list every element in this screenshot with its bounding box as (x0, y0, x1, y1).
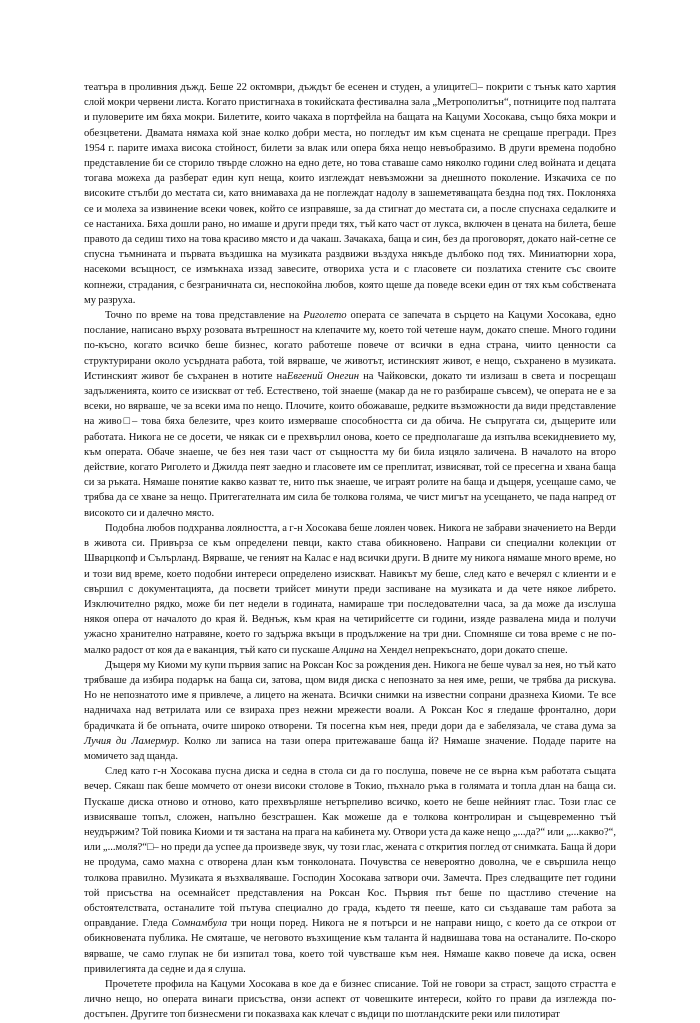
paragraph-text: . Колко ли записа на тази опера притежаваше баща й? Нямаше значение. Подаде парите на момичето зад щанда. (84, 735, 616, 762)
italic-title-text: Евгений Онегин (286, 370, 360, 382)
body-paragraph (84, 764, 616, 977)
paragraph-text: Подобна любов подхранва лоялността, а г-н Хосокава беше лоялен човек. Никога не забрави значението на Верди в живота си. Привърза се към определени певци, както става обикновено. Направи си специални колекции от Шварцкопф и Сълърланд. Вярваше, че геният на Калас е над всички други. В дните му никога нямаше много време, но и този вид време, което подобни интереси определено изискват. Навикът му беше, след като е вечерял с клиенти и е свършил с документацията, да посвети трийсет минути преди заспиване на музиката и да чете някое либрето. Изключително рядко, може би пет недели в годината, намираше три последователни часа, за да може да изслуша някоя опера от началото до края й. Веднъж, към края на четирийсетте си години, изяде развалена мида и получи ужасно хранително натравяне, което го задържа вкъщи в продължение на три дни. Спомняше си това време с не по-малко радост от коя да е ваканция, тъй като си пускаше (84, 522, 616, 656)
body-paragraph (84, 658, 616, 764)
document-page (84, 80, 616, 1023)
body-paragraph (84, 521, 616, 658)
paragraph-text: Точно по време на това представление на (105, 310, 304, 322)
paragraph-text: на Чайковски, докато ти излизаш в света и посрещаш задълженията, които се изискват от теб. Естествено, той знаеше (макар да не го разбираше съвсем), че операта не е за всеки, но вярваше, че за всеки има по нещо. Плочите, които обожаваше, редките възможности да види представление на живо□– това бяха белезите, чрез които измерваше способността си да обича. Не съпругата си, дъщерите или работата. Никога не се досети, че някак си е прехвърлил онова, което се предполагаше да изпълва всекидневието му, към операта. Обаче знаеше, че без нея тази част от същността му би била изцяло заличена. В началото на второ действие, когато Риголето и Джилда пеят заедно и гласовете им се преплитат, извисяват, той се пресегна и хвана баща си за ръката. Нямаше понятие какво казват те, нито пък знаеше, че играят ролите на баща и дъщеря, усещаше само, че трябва да се хване за нещо. Притегателната им сила бе толкова голяма, че чист мигът на усещането, че пада напред от високото си и далечно място. (84, 370, 616, 519)
paragraph-text: Прочетете профила на Кацуми Хосокава в кое да е бизнес списание. Той не говори за страст, защото страстта е лично нещо, но операта винаги присъства, онзи аспект от човешките интереси, който го прави да изглежда по-достъпен. Другите топ бизнесмени ги показваха как клечат с въдици по шотландските реки или пилотират (84, 978, 616, 1021)
italic-title-text: Алцина (332, 644, 365, 656)
paragraph-text: След като г-н Хосокава пусна диска и седна в стола си да го послуша, повече не се върна към работата същата вечер. Сякаш пак беше момчето от онези високи столове в Токио, пъхнало ръка в голямата и топла длан на баща си. Пускаше диска отново и отново, като прехвърляше нетърпеливо всичко, което не беше нейният глас. Този глас се извисяваше топъл, сложен, напълно безстрашен. Как можеше да е толкова контролиран и същевременно тъй неудържим? Той повика Киоми и тя застана на прага на кабинета му. Отвори уста да каже нещо „...да?“ или „...какво?“, или „...моля?“□– но преди да успее да произведе звук, чу този глас, жената с открития поглед от снимката. Баща й дори не продума, само махна с отворена длан към тонколоната. Почувства се невероятно доволна, че е свършила нещо толкова правилно. Музиката я възхваляваше. Господин Хосокава затвори очи. Замечта. През следващите пет години той присъства на осемнайсет представления на Роксан Кос. Първия път беше по щастливо стечение на обстоятелствата, останалите той пътува специално до града, където тя пееше, като си създаваше там работа за оправдание. Гледа (84, 766, 616, 930)
body-paragraph (84, 977, 616, 1023)
paragraph-text: операта се запечата в сърцето на Кацуми Хосокава, едно послание, написано върху розовата вътрешност на клепачите му, което той четеше наум, докато спеше. Много години по-късно, когато всичко беше бизнес, когато работеше повече от всички в една страна, чиито ценности са структурирани около усърдната работа, той вярваше, че животът, истинският живот, е нещо, съхранено в музиката. Истинският живот бе съхранен в нотите на (84, 310, 616, 382)
italic-title-text: Лучия ди Ламермур (84, 735, 177, 747)
italic-title-text: Риголето (303, 310, 347, 322)
paragraph-text: театъра в проливния дъжд. Беше 22 октомври, дъждът бе есенен и студен, а улиците□– покрити с тънък като хартия слой мокри червени листа. Когато пристигнаха в токийската фестивална зала „Метрополитън“, потниците под палтата и пуловерите им бяха мокри. Билетите, които чакаха в портфейла на бащата на Кацуми Хосокава, също бяха мокри и обезцветени. Двамата нямаха кой знае колко добри места, но погледът им към сцената не срещаше прегради. През 1954 г. парите имаха висока стойност, билети за влак или опера бяха нещо невъобразимо. В други времена подобно представление би се сторило твърде сложно на едно дете, но това ставаше само няколко години след войната и децата тогава можеха да разберат един куп неща, които изглеждат невъзможни за днешното поколение. Изкачиха се по високите стълби до местата си, като внимаваха да не поглеждат надолу в зашеметяващата бездна под тях. Поклоняха се и молеха за извинение всеки човек, който се изправяше, за да стигнат до местата си, а после спуснаха седалките и се настаниха. Бяха дошли рано, но имаше и други преди тях, тъй като част от лукса, включен в цената на билета, беше правото да седиш тихо на това красиво място и да чакаш. Зачакаха, баща и син, без да проговорят, докато най-сетне се спусна тъмнината и първата въздишка на музиката раздвижи въздуха някъде дълбоко под тях. Миниатюрни хора, насекоми всъщност, се измъкнаха иззад завесите, отвориха уста и с гласовете си позлатиха стените със своите копнежи, страдания, с безграничната си, неспокойна любов, която щеше да поведе всеки един от тях към собствената му разруха. (84, 82, 616, 306)
body-paragraph (84, 308, 616, 521)
italic-title-text: Сомнамбула (171, 918, 228, 930)
body-paragraph (84, 80, 616, 308)
paragraph-text: на Хендел непрекъснато, дори докато спеше. (364, 644, 568, 656)
paragraph-text: Дъщеря му Киоми му купи първия запис на Роксан Кос за рождения ден. Никога не беше чувал за нея, но тъй като трябваше да избира подарък на баща си, затова, щом видя диска с непознато за нея име, реши, че трябва да рискува. Но не непознатото име я привлече, а лицето на жената. Всички снимки на известни сопрани дразнеха Киоми. Те все надничаха над ветрилата или се взираха през нежни мрежести воали. А Роксан Кос я гледаше фронтално, дори брадичката й бе опъната, очите широко отворени. Тя посегна към нея, преди дори да е забелязала, че става дума за (84, 659, 616, 732)
paragraph-text: три нощи поред. Никога не я потърси и не направи нищо, с което да се открои от обикновената публика. Не смяташе, че неговото възхищение към таланта й надвишава това на останалите. По-скоро вярваше, че само глупак не би изпитал това, което той чувстваше към нея. Нямаше какво повече да иска, освен привилегията да седне и да я слуша. (84, 918, 616, 975)
